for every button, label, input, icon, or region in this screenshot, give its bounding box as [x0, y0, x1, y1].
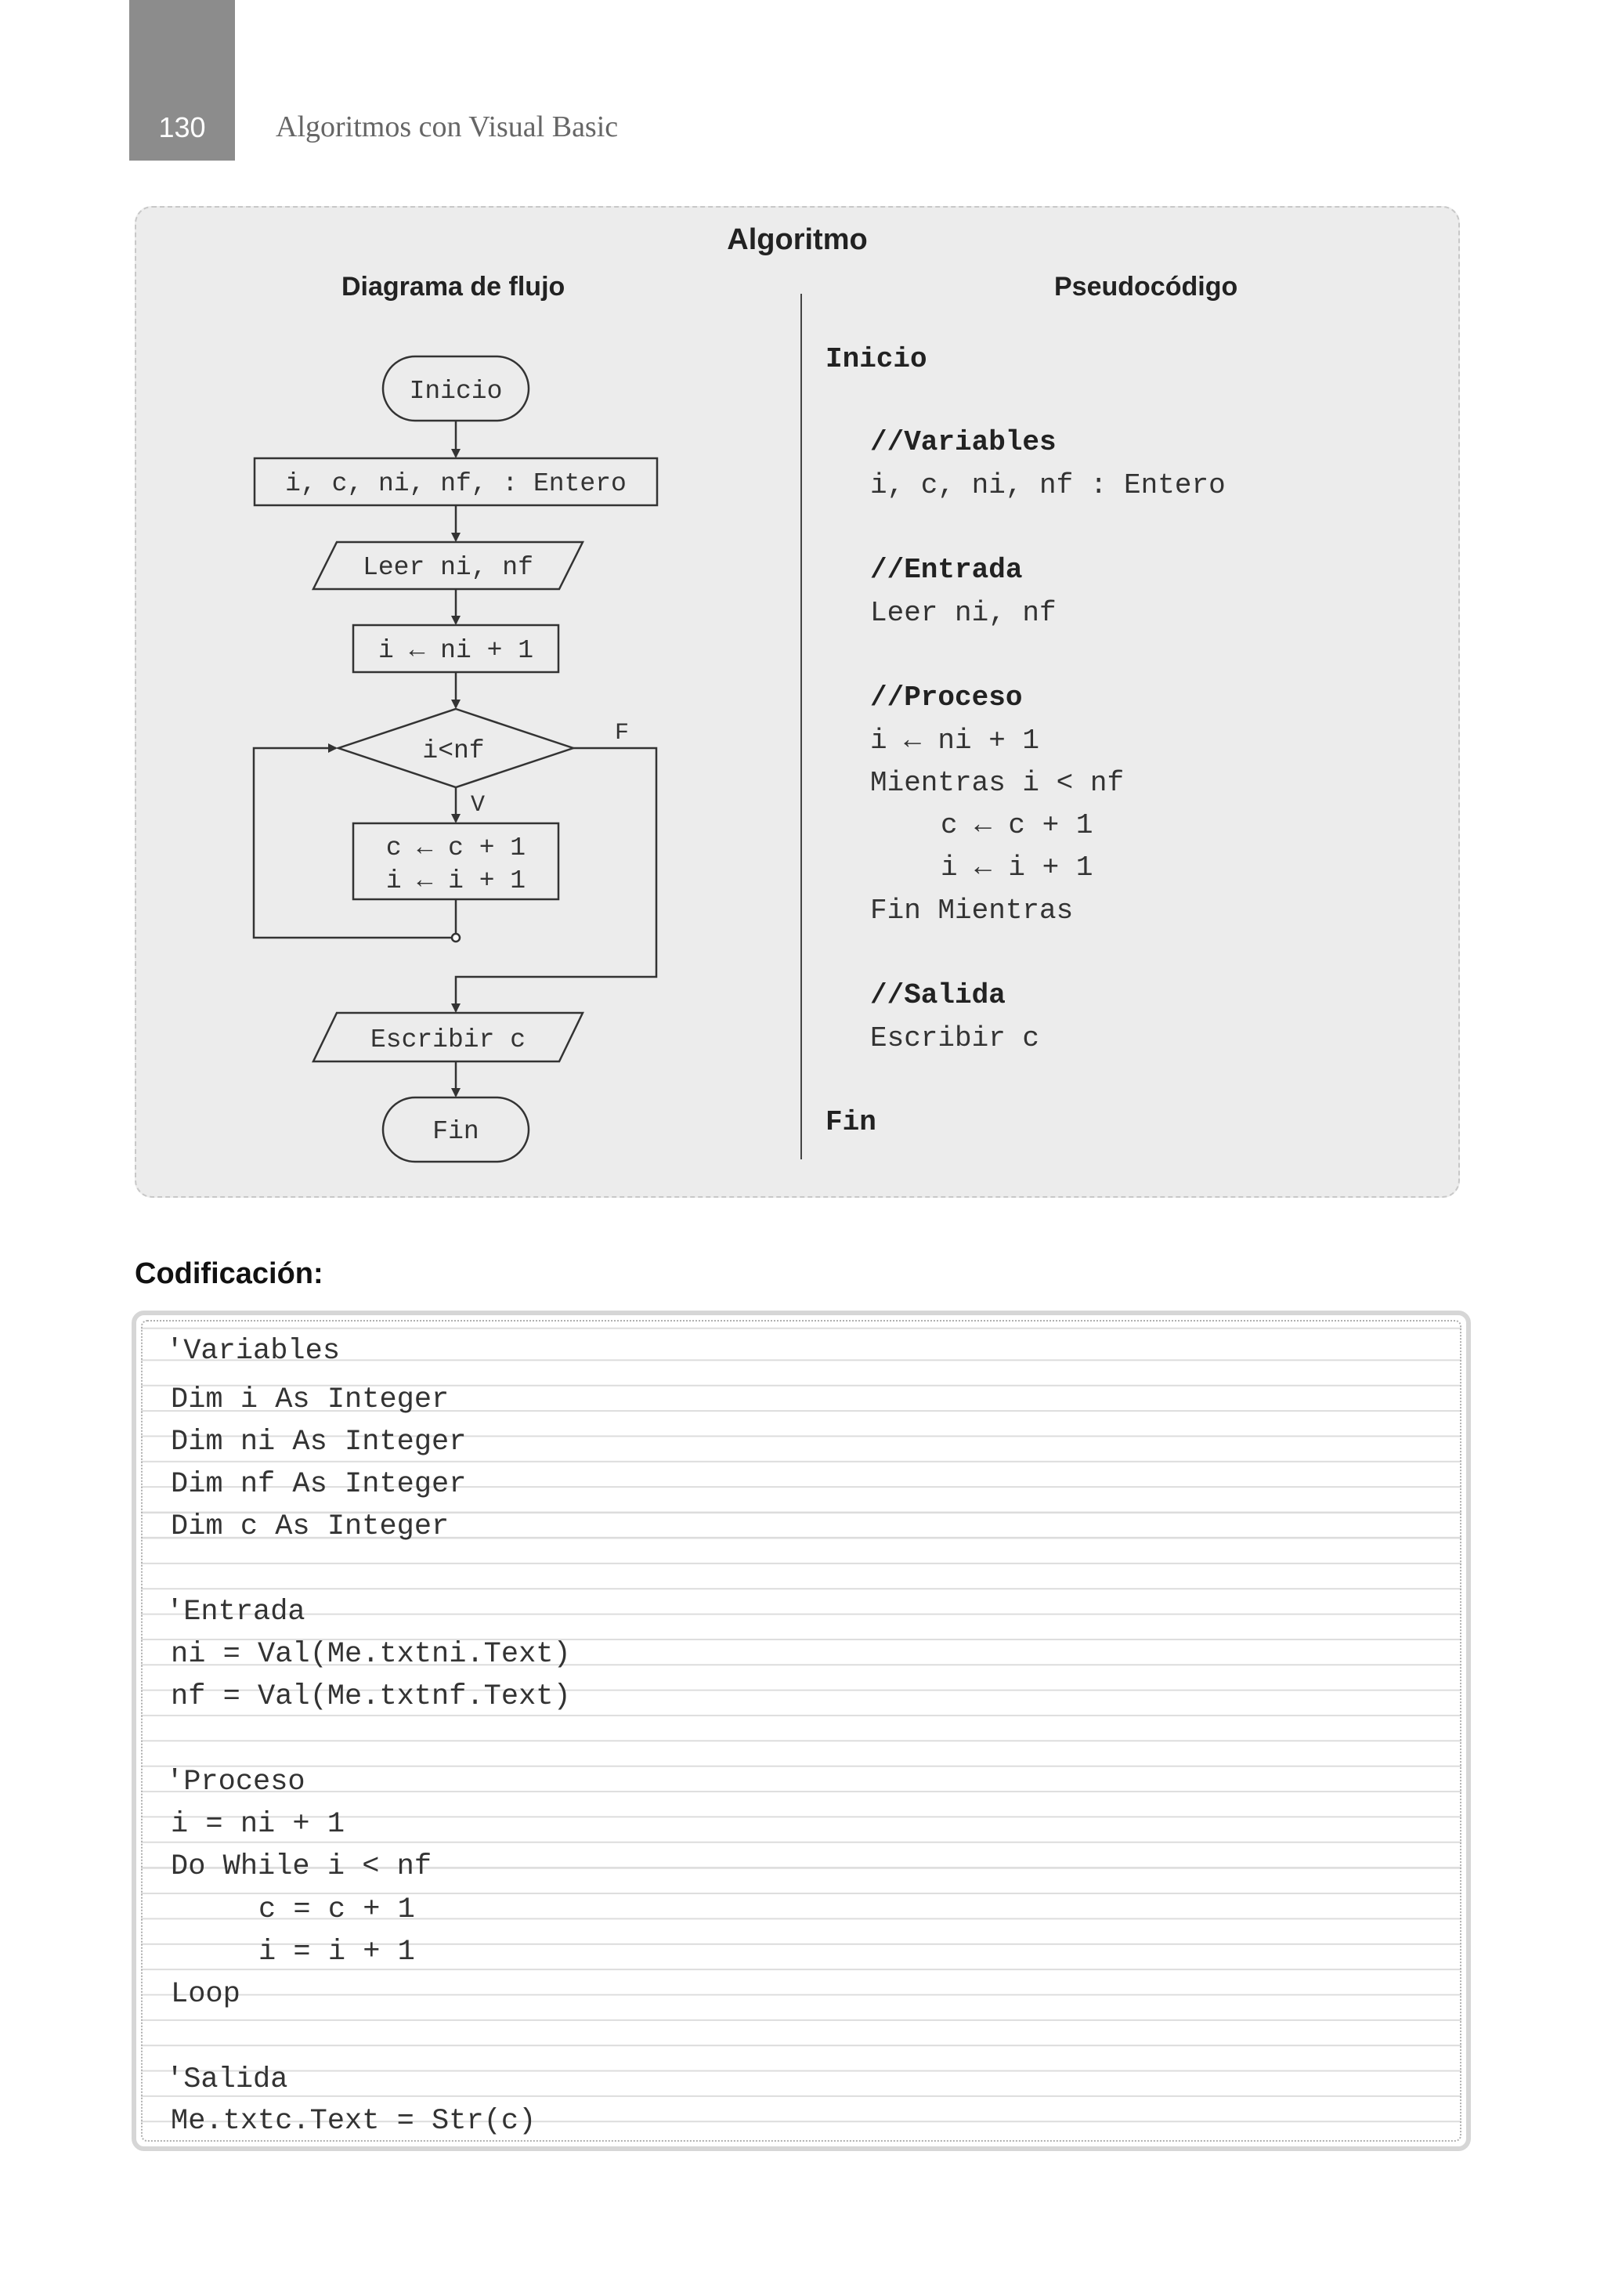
code-listing	[132, 1311, 1471, 2151]
algorithm-panel	[135, 206, 1460, 1198]
pseudo-line: i, c, ni, nf : Entero	[870, 469, 1226, 501]
code-line: ni = Val(Me.txtni.Text)	[171, 1638, 571, 1671]
pseudocode-heading: Pseudocódigo	[1054, 272, 1238, 302]
algorithm-title: Algoritmo	[727, 223, 868, 256]
pseudo-line: //Variables	[870, 426, 1057, 458]
code-line: Loop	[171, 1978, 240, 2011]
pseudo-line: i ← ni + 1	[870, 725, 1040, 757]
pseudo-line: i ← i + 1	[941, 852, 1093, 884]
false-label: F	[614, 720, 630, 747]
code-line: Dim c As Integer	[171, 1510, 450, 1543]
pseudo-line: Fin Mientras	[870, 895, 1074, 927]
pseudocode-block	[136, 208, 1461, 1199]
body-label-2: i ← i + 1	[385, 866, 526, 895]
coding-heading: Codificación:	[135, 1257, 323, 1290]
condition-label: i<nf	[422, 736, 485, 765]
running-title: Algoritmos con Visual Basic	[276, 110, 619, 143]
pseudo-line: //Entrada	[870, 554, 1023, 586]
code-line: 'Salida	[166, 2063, 288, 2096]
pseudo-line: c ← c + 1	[941, 809, 1093, 841]
true-label: V	[470, 792, 486, 819]
pseudo-line: Escribir c	[870, 1022, 1040, 1054]
code-line: i = ni + 1	[171, 1808, 345, 1841]
code-line: Dim i As Integer	[171, 1383, 450, 1416]
output-label: Escribir c	[370, 1025, 526, 1054]
pseudo-line: Mientras i < nf	[870, 767, 1125, 799]
flowchart-heading: Diagrama de flujo	[341, 272, 565, 302]
code-line: 'Variables	[166, 1335, 341, 1368]
code-line: nf = Val(Me.txtnf.Text)	[171, 1680, 571, 1713]
start-label: Inicio	[409, 377, 503, 406]
code-line: c = c + 1	[258, 1893, 415, 1926]
code-listing-inner	[141, 1320, 1461, 2142]
pseudo-line: Leer ni, nf	[870, 597, 1057, 629]
pseudo-line: //Proceso	[870, 682, 1023, 714]
pseudo-line: Fin	[825, 1106, 876, 1138]
pseudo-line: //Salida	[870, 979, 1006, 1011]
page-number: 130	[158, 111, 206, 143]
code-line: Do While i < nf	[171, 1850, 432, 1883]
code-line: Dim ni As Integer	[171, 1426, 467, 1459]
code-line: Dim nf As Integer	[171, 1468, 467, 1501]
declare-label: i, c, ni, nf, : Entero	[285, 469, 627, 498]
code-line: 'Entrada	[166, 1596, 305, 1629]
code-line: 'Proceso	[166, 1766, 305, 1799]
body-label-1: c ← c + 1	[385, 833, 526, 862]
code-line: Me.txtc.Text = Str(c)	[171, 2105, 536, 2138]
pseudo-line: Inicio	[825, 343, 927, 375]
input-label: Leer ni, nf	[363, 553, 533, 582]
init-label: i ← ni + 1	[378, 636, 534, 665]
code-line: i = i + 1	[258, 1936, 415, 1969]
end-label: Fin	[432, 1117, 479, 1146]
